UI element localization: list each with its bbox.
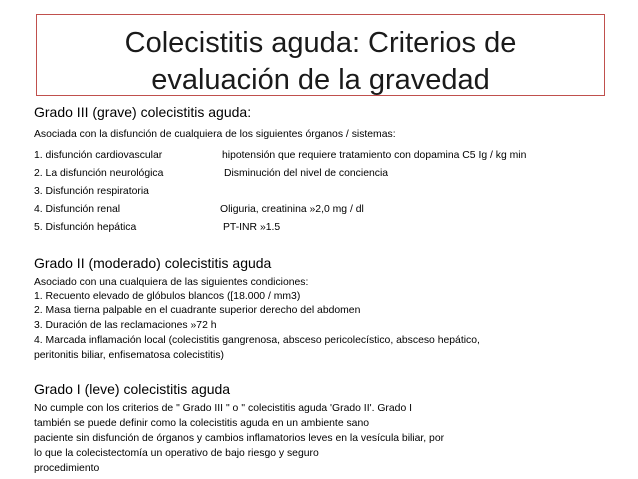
slide-title-line1: Colecistitis aguda: Criterios de [124, 27, 517, 59]
grade2-line: 3. Duración de las reclamaciones »72 h [34, 320, 217, 331]
grade3-intro: Asociada con la disfunción de cualquiera de los siguientes órganos / sistemas: [34, 129, 396, 140]
grade1-heading: Grado I (leve) colecistitis aguda [34, 381, 231, 397]
grade3-criterion-4: Oliguria, creatinina »2,0 mg / dl [220, 204, 364, 215]
grade3-criterion-5: PT-INR »1.5 [223, 222, 281, 233]
grade1-line: también se puede definir como la colecistitis aguda en un ambiente sano [34, 418, 370, 429]
grade3-organ-3: 3. Disfunción respiratoria [34, 186, 149, 197]
grade3-organ-4: 4. Disfunción renal [34, 204, 121, 215]
grade3-organ-2: 2. La disfunción neurológica [34, 168, 164, 179]
grade3-organ-1: 1. disfunción cardiovascular [34, 150, 163, 161]
slide-title-line2: evaluación de la gravedad [151, 64, 490, 96]
grade1-line: paciente sin disfunción de órganos y cambios inflamatorios leves en la vesícula biliar, por [34, 433, 445, 444]
grade1-line: No cumple con los criterios de " Grado III " o '' colecistitis aguda 'Grado II'. Grado I [34, 403, 412, 414]
grade2-line: 4. Marcada inflamación local (colecistitis gangrenosa, absceso pericolecístico, absceso hepático, [34, 335, 480, 346]
grade1-line: procedimiento [34, 463, 100, 474]
grade1-line: lo que la colecistectomía un operativo de bajo riesgo y seguro [34, 448, 319, 459]
grade3-organ-5: 5. Disfunción hepática [34, 222, 137, 233]
grade2-heading: Grado II (moderado) colecistitis aguda [34, 255, 272, 271]
title-box [36, 14, 605, 96]
grade2-line: 1. Recuento elevado de glóbulos blancos ([18.000 / mm3) [34, 291, 301, 302]
grade2-line: peritonitis biliar, enfisematosa colecistitis) [34, 350, 224, 361]
grade2-line: Asociado con una cualquiera de las siguientes condiciones: [34, 277, 309, 288]
grade3-criterion-1: hipotensión que requiere tratamiento con dopamina C5 Ig / kg min [222, 150, 527, 161]
grade3-heading: Grado III (grave) colecistitis aguda: [34, 104, 252, 120]
grade2-line: 2. Masa tierna palpable en el cuadrante superior derecho del abdomen [34, 305, 361, 316]
grade3-criterion-2: Disminución del nivel de conciencia [224, 168, 389, 179]
